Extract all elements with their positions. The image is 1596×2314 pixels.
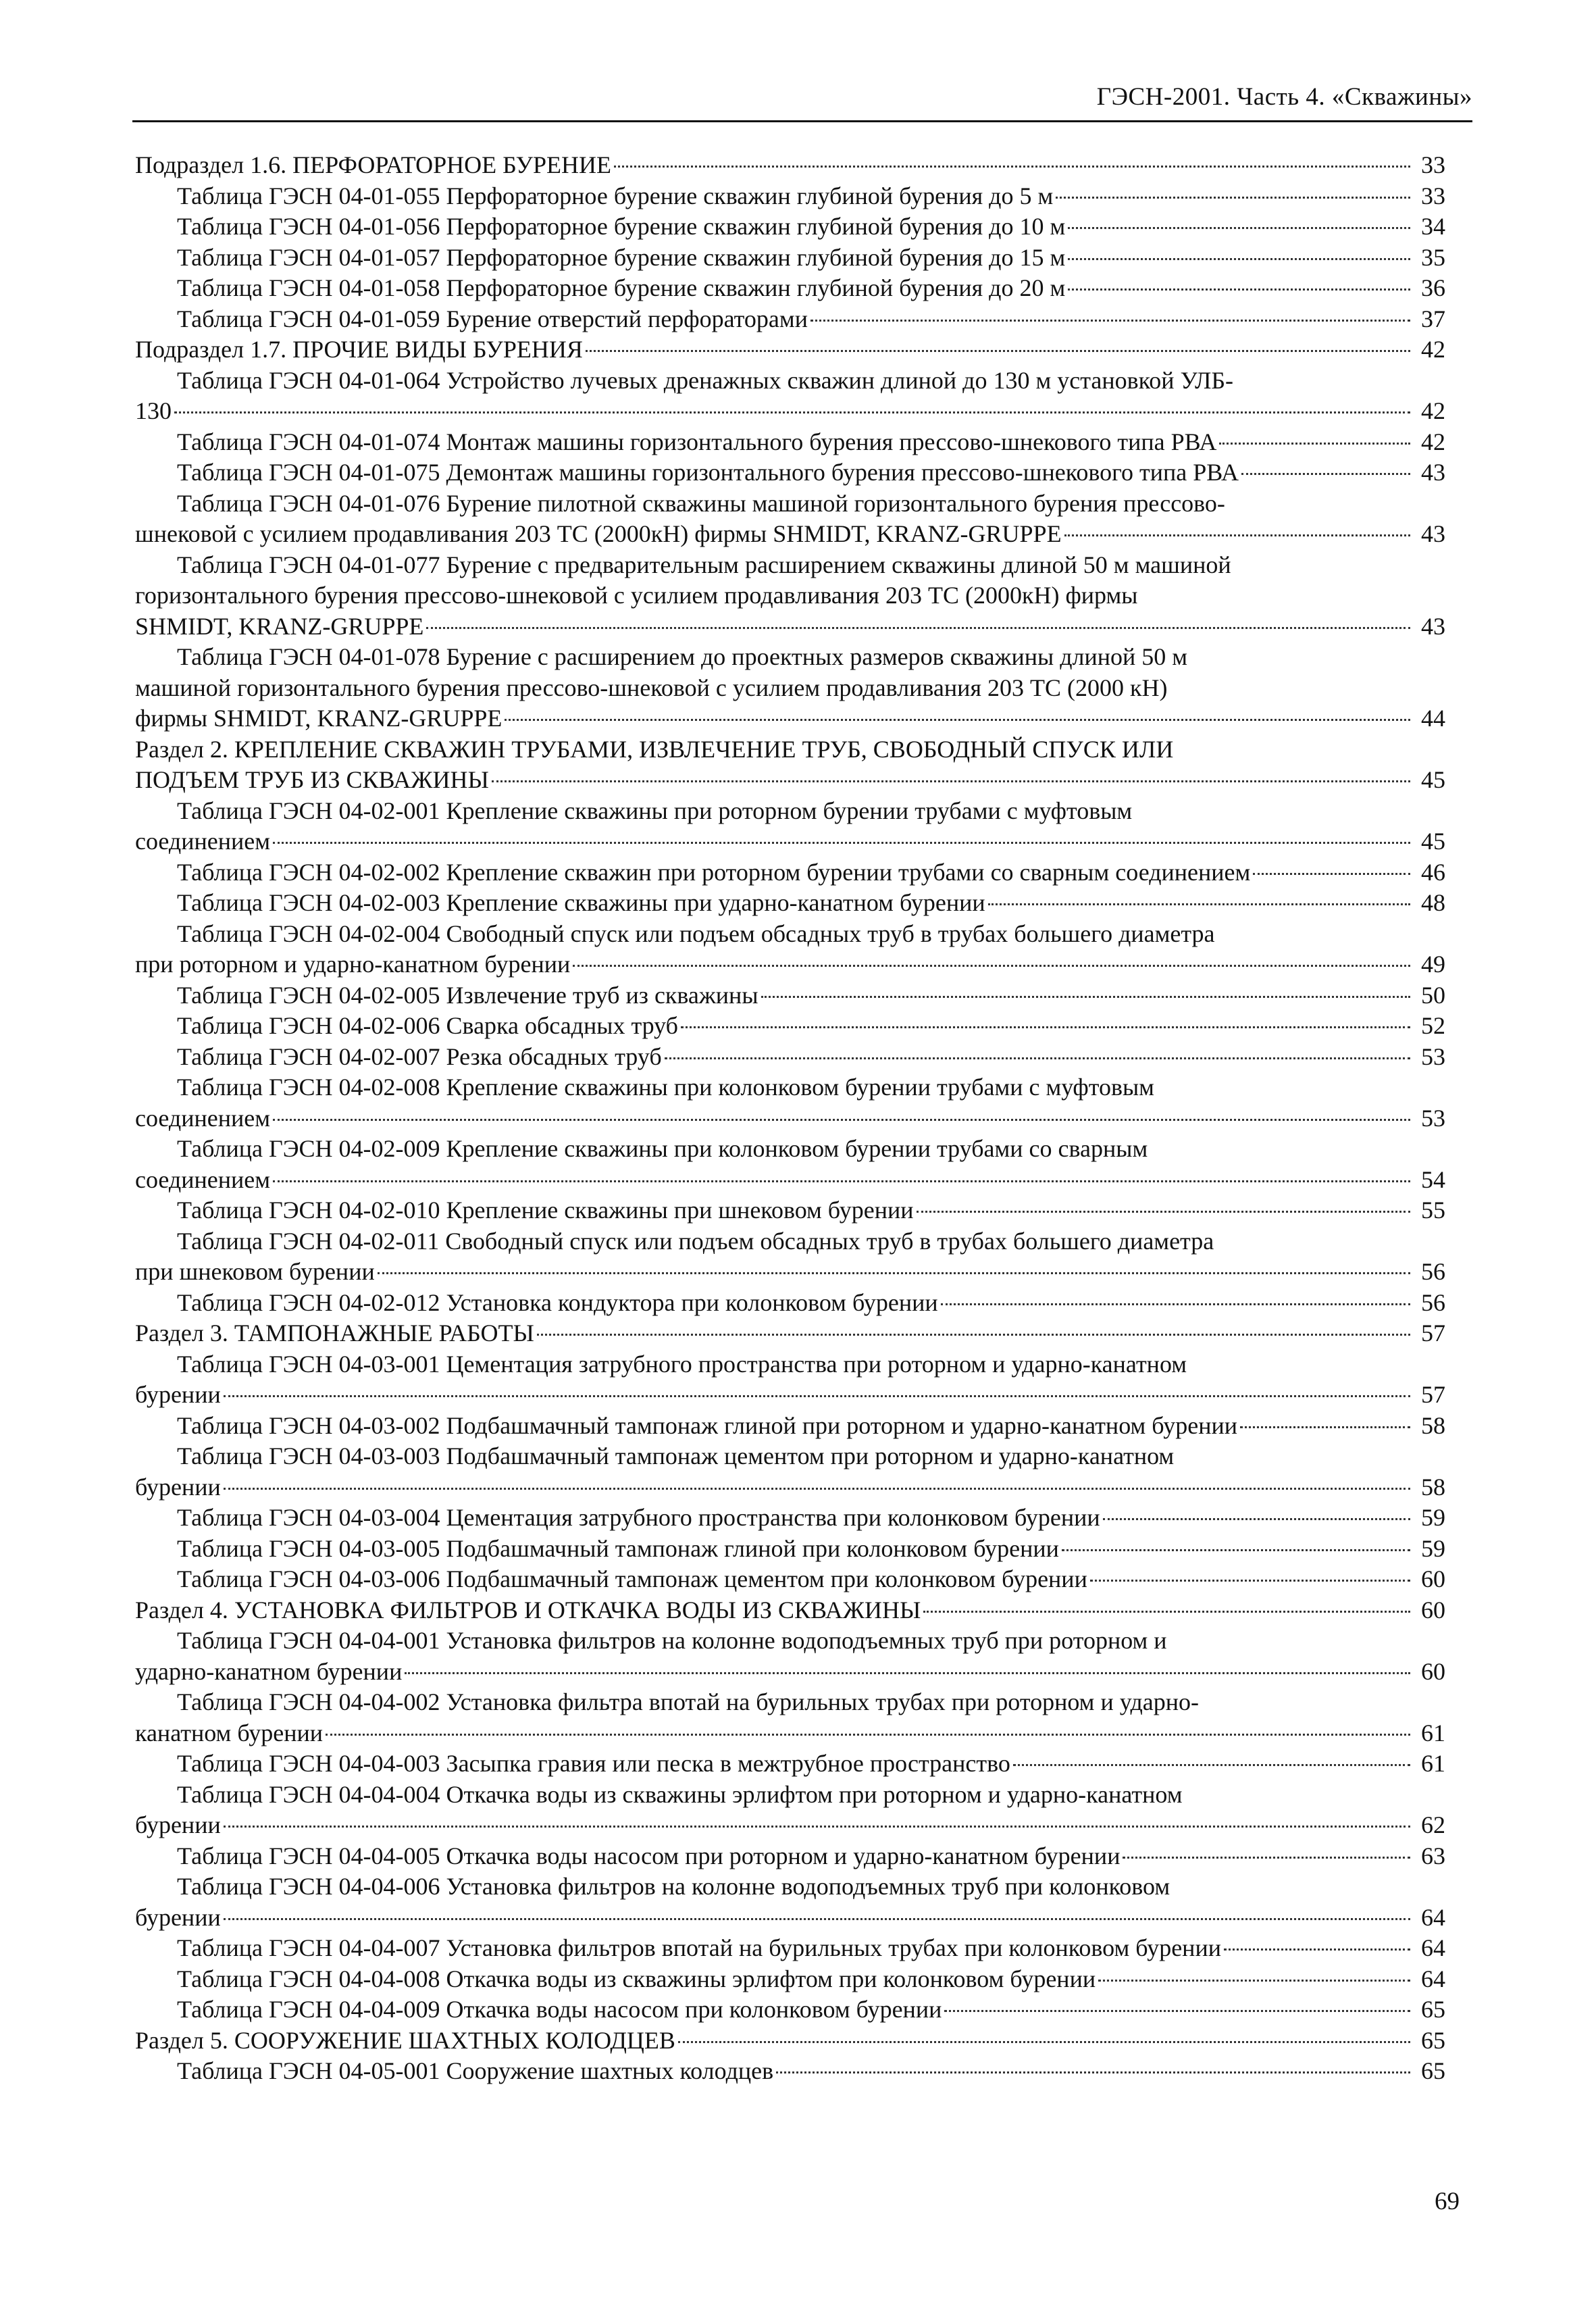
toc-page-ref: 43 (1421, 459, 1445, 486)
toc-page-ref: 64 (1421, 1965, 1445, 1992)
toc-section-entry[interactable] (135, 334, 1445, 366)
toc-entry-text: Раздел 3. ТАМПОНАЖНЫЕ РАБОТЫ (135, 1319, 534, 1347)
toc-entry-text: ударно-канатном бурении (135, 1657, 403, 1685)
toc-entry-text: Таблица ГЭСН 04-03-001 Цементация затрубного пространства при роторном и ударно-канатном (177, 1350, 1187, 1378)
toc-page-ref: 50 (1421, 981, 1445, 1009)
dot-leader (761, 996, 1410, 998)
toc-table-entry[interactable] (135, 1226, 1445, 1288)
dot-leader (917, 1211, 1410, 1213)
toc-entry-text: Таблица ГЭСН 04-04-005 Откачка воды насосом при роторном и ударно-канатном бурении (177, 1842, 1121, 1869)
toc-entry-text: Таблица ГЭСН 04-01-058 Перфораторное бурение скважин глубиной бурения до 20 м (177, 274, 1066, 301)
toc-page-ref: 36 (1421, 274, 1445, 301)
toc-entry-text: Таблица ГЭСН 04-02-009 Крепление скважины при колонковом бурении трубами со сварным (177, 1135, 1148, 1162)
toc-page-ref: 58 (1421, 1473, 1445, 1501)
dot-leader (537, 1334, 1410, 1336)
toc-table-entry[interactable] (135, 1841, 1445, 1872)
toc-page-ref: 60 (1421, 1565, 1445, 1592)
toc-page-ref: 49 (1421, 951, 1445, 978)
toc-page-ref: 59 (1421, 1504, 1445, 1531)
toc-entry-text: Таблица ГЭСН 04-03-006 Подбашмачный тампонаж цементом при колонковом бурении (177, 1565, 1087, 1592)
toc-entry-text: SHMIDT, KRANZ-GRUPPE (135, 612, 424, 640)
toc-entry-text: Раздел 5. СООРУЖЕНИЕ ШАХТНЫХ КОЛОДЦЕВ (135, 2026, 675, 2054)
toc-page-ref: 37 (1421, 305, 1445, 332)
toc-entry-text: Таблица ГЭСН 04-02-004 Свободный спуск или подъем обсадных труб в трубах большего диаметра (177, 920, 1215, 947)
toc-table-entry[interactable] (135, 1564, 1445, 1595)
toc-entry-text: Таблица ГЭСН 04-04-002 Установка фильтра впотай на бурильных трубах при роторном и ударно- (177, 1688, 1200, 1715)
toc-entry-text: Таблица ГЭСН 04-01-074 Монтаж машины горизонтального бурения прессово-шнекового типа РВА (177, 428, 1217, 455)
dot-leader (174, 411, 1410, 413)
toc-page-ref: 42 (1421, 428, 1445, 455)
toc-page-ref: 52 (1421, 1012, 1445, 1039)
toc-table-entry[interactable] (135, 1011, 1445, 1042)
toc-entry-text: Таблица ГЭСН 04-04-007 Установка фильтров впотай на бурильных трубах при колонковом бурении (177, 1934, 1221, 1961)
toc-entry-text: Таблица ГЭСН 04-02-012 Установка кондуктора при колонковом бурении (177, 1288, 938, 1316)
header-rule (132, 120, 1472, 122)
toc-section-entry[interactable] (135, 150, 1445, 181)
toc-table-entry[interactable] (135, 857, 1445, 888)
toc-entry-text: Подраздел 1.6. ПЕРФОРАТОРНОЕ БУРЕНИЕ (135, 151, 612, 178)
dot-leader (1098, 1980, 1410, 1982)
toc-entry-text: Раздел 4. УСТАНОВКА ФИЛЬТРОВ И ОТКАЧКА ВОДЫ ИЗ СКВАЖИНЫ (135, 1596, 921, 1624)
toc-table-entry[interactable] (135, 304, 1445, 335)
toc-table-entry[interactable] (135, 642, 1445, 734)
toc-page-ref: 46 (1421, 858, 1445, 886)
toc-entry-text: Таблица ГЭСН 04-03-004 Цементация затрубного пространства при колонковом бурении (177, 1504, 1100, 1531)
dot-leader (1240, 1426, 1410, 1428)
toc-table-entry[interactable] (135, 1994, 1445, 2026)
toc-page-ref: 65 (1421, 1996, 1445, 2023)
dot-leader (224, 1918, 1410, 1920)
dot-leader (1013, 1764, 1410, 1766)
toc-table-entry[interactable] (135, 1042, 1445, 1073)
dot-leader (505, 719, 1410, 721)
toc-page-ref: 44 (1421, 705, 1445, 732)
dot-leader (1068, 258, 1410, 260)
toc-table-entry[interactable] (135, 1964, 1445, 1995)
toc-entry-text: Таблица ГЭСН 04-01-057 Перфораторное бурение скважин глубиной бурения до 15 м (177, 243, 1066, 271)
toc-page-ref: 56 (1421, 1258, 1445, 1285)
toc-page-ref: 42 (1421, 336, 1445, 363)
toc-entry-text: бурении (135, 1473, 221, 1501)
dot-leader (988, 903, 1410, 905)
dot-leader (273, 1180, 1410, 1182)
toc-page-ref: 56 (1421, 1288, 1445, 1316)
toc-page-ref: 33 (1421, 151, 1445, 178)
toc-page-ref: 34 (1421, 213, 1445, 240)
dot-leader (944, 2010, 1410, 2012)
toc-entry-text: Таблица ГЭСН 04-01-078 Бурение с расширением до проектных размеров скважины длиной 50 м (177, 643, 1188, 670)
dot-leader (573, 965, 1410, 967)
toc-entry-text: бурении (135, 1811, 221, 1838)
toc-page-ref: 58 (1421, 1411, 1445, 1439)
toc-entry-text: Таблица ГЭСН 04-01-059 Бурение отверстий перфораторами (177, 305, 808, 332)
toc-section-entry[interactable] (135, 2026, 1445, 2057)
toc-entry-text: Таблица ГЭСН 04-01-077 Бурение с предварительным расширением скважины длиной 50 м машиной (177, 551, 1231, 578)
toc-table-entry[interactable] (135, 980, 1445, 1011)
toc-page-ref: 63 (1421, 1842, 1445, 1869)
toc-page-ref: 53 (1421, 1104, 1445, 1132)
toc-entry-text: при шнековом бурении (135, 1258, 375, 1285)
toc-table-entry[interactable] (135, 1503, 1445, 1534)
toc-page-ref: 35 (1421, 243, 1445, 271)
toc-page-ref: 54 (1421, 1165, 1445, 1193)
toc-entry-text: Таблица ГЭСН 04-04-001 Установка фильтров на колонне водоподъемных труб при роторном и (177, 1627, 1167, 1654)
dot-leader (224, 1488, 1410, 1490)
toc-page-ref: 53 (1421, 1042, 1445, 1070)
toc-table-entry[interactable] (135, 427, 1445, 458)
toc-entry-text: Таблица ГЭСН 04-02-006 Сварка обсадных труб (177, 1012, 678, 1039)
dot-leader (273, 842, 1410, 844)
toc-entry-text: Таблица ГЭСН 04-04-009 Откачка воды насосом при колонковом бурении (177, 1996, 942, 2023)
toc-page-ref: 65 (1421, 2057, 1445, 2084)
toc-table-entry[interactable] (135, 1349, 1445, 1411)
toc-page-ref: 60 (1421, 1657, 1445, 1685)
toc-entry-text: 130 (135, 397, 172, 424)
dot-leader (1068, 227, 1410, 229)
toc-entry-text: Таблица ГЭСН 04-04-006 Установка фильтров на колонне водоподъемных труб при колонковом (177, 1873, 1170, 1900)
dot-leader (1103, 1518, 1410, 1520)
toc-entry-text: Таблица ГЭСН 04-03-005 Подбашмачный тампонаж глиной при колонковом бурении (177, 1534, 1059, 1562)
dot-leader (614, 166, 1410, 168)
toc-entry-text: Таблица ГЭСН 04-01-076 Бурение пилотной скважины машиной горизонтального бурения прессово- (177, 489, 1225, 517)
toc-page-ref: 55 (1421, 1197, 1445, 1224)
toc-table-entry[interactable] (135, 488, 1445, 550)
toc-page-ref: 57 (1421, 1319, 1445, 1347)
toc-entry-text: шнековой с усилием продавливания 203 ТС (2000кН) фирмы SHMIDT, KRANZ-GRUPPE (135, 520, 1062, 547)
toc-page-ref: 42 (1421, 397, 1445, 424)
toc-page-ref: 61 (1421, 1750, 1445, 1777)
dot-leader (1056, 197, 1410, 199)
dot-leader (492, 780, 1410, 782)
toc-table-entry[interactable] (135, 550, 1445, 643)
toc-table-entry[interactable] (135, 1288, 1445, 1319)
toc-entry-text: Таблица ГЭСН 04-01-064 Устройство лучевых дренажных скважин длиной до 130 м установкой УЛБ- (177, 366, 1234, 394)
dot-leader (681, 1026, 1410, 1028)
toc-table-entry[interactable] (135, 1933, 1445, 1964)
toc-entry-text: Таблица ГЭСН 04-02-003 Крепление скважины при ударно-канатном бурении (177, 889, 985, 916)
toc-page-ref: 60 (1421, 1596, 1445, 1624)
toc-entry-text: соединением (135, 828, 271, 855)
toc-entry-text: Таблица ГЭСН 04-05-001 Сооружение шахтных колодцев (177, 2057, 774, 2084)
toc-entry-text: горизонтального бурения прессово-шнековой с усилием продавливания 203 ТС (2000кН) фирмы (135, 582, 1138, 609)
dot-leader (1241, 473, 1410, 475)
dot-leader (426, 627, 1410, 629)
toc-entry-text: соединением (135, 1104, 271, 1132)
dot-leader (1253, 873, 1410, 875)
toc-table-entry[interactable] (135, 1534, 1445, 1565)
toc-entry-text: Таблица ГЭСН 04-02-001 Крепление скважины при роторном бурении трубами с муфтовым (177, 797, 1133, 824)
toc-page-ref: 45 (1421, 766, 1445, 793)
dot-leader (326, 1734, 1410, 1736)
toc-table-entry[interactable] (135, 273, 1445, 304)
toc-entry-text: Таблица ГЭСН 04-01-075 Демонтаж машины горизонтального бурения прессово-шнекового типа РВА (177, 459, 1239, 486)
toc-table-entry[interactable] (135, 1871, 1445, 1933)
toc-page-ref: 62 (1421, 1811, 1445, 1838)
dot-leader (776, 2071, 1410, 2073)
dot-leader (678, 2041, 1410, 2043)
toc-page-ref: 48 (1421, 889, 1445, 916)
toc-table-entry[interactable] (135, 1195, 1445, 1226)
toc-entry-text: канатном бурении (135, 1719, 324, 1746)
toc-page-ref: 43 (1421, 520, 1445, 547)
toc-table-entry[interactable] (135, 2056, 1445, 2087)
dot-leader (224, 1826, 1410, 1828)
toc-table-entry[interactable] (135, 1072, 1445, 1134)
toc-entry-text: бурении (135, 1903, 221, 1931)
dot-leader (810, 320, 1410, 322)
toc-page-ref: 33 (1421, 182, 1445, 209)
toc-entry-text: Таблица ГЭСН 04-01-056 Перфораторное бурение скважин глубиной бурения до 10 м (177, 213, 1066, 240)
dot-leader (224, 1395, 1410, 1397)
dot-leader (1064, 534, 1410, 536)
toc-entry-text: Подраздел 1.7. ПРОЧИЕ ВИДЫ БУРЕНИЯ (135, 336, 583, 363)
toc-page-ref: 65 (1421, 2026, 1445, 2054)
toc-entry-text: Таблица ГЭСН 04-03-002 Подбашмачный тампонаж глиной при роторном и ударно-канатном бурении (177, 1411, 1238, 1439)
toc-entry-text: Таблица ГЭСН 04-02-007 Резка обсадных труб (177, 1042, 662, 1070)
toc-page-ref: 64 (1421, 1903, 1445, 1931)
toc-table-entry[interactable] (135, 211, 1445, 243)
toc-table-entry[interactable] (135, 1780, 1445, 1841)
toc-entry-text: Таблица ГЭСН 04-01-055 Перфораторное бурение скважин глубиной бурения до 5 м (177, 182, 1054, 209)
toc-entry-text: ПОДЪЕМ ТРУБ ИЗ СКВАЖИНЫ (135, 766, 489, 793)
toc-table-entry[interactable] (135, 888, 1445, 919)
dot-leader (923, 1611, 1410, 1613)
toc-entry-text: Таблица ГЭСН 04-02-008 Крепление скважины при колонковом бурении трубами с муфтовым (177, 1074, 1154, 1101)
page-number: 69 (1435, 2188, 1460, 2215)
running-header: ГЭСН-2001. Часть 4. «Скважины» (1096, 83, 1472, 111)
toc-entry-text: Таблица ГЭСН 04-03-003 Подбашмачный тампонаж цементом при роторном и ударно-канатном (177, 1442, 1175, 1469)
toc-entry-text: фирмы SHMIDT, KRANZ-GRUPPE (135, 705, 503, 732)
toc-section-entry[interactable] (135, 1318, 1445, 1349)
toc-entry-text: Таблица ГЭСН 04-04-008 Откачка воды из скважины эрлифтом при колонковом бурении (177, 1965, 1096, 1992)
toc-page-ref: 59 (1421, 1534, 1445, 1562)
toc-table-entry[interactable] (135, 1626, 1445, 1687)
dot-leader (1068, 288, 1410, 291)
toc-entry-text: бурении (135, 1381, 221, 1408)
toc-table-entry[interactable] (135, 796, 1445, 857)
dot-leader (1062, 1549, 1410, 1551)
toc-table-entry[interactable] (135, 366, 1445, 427)
toc-entry-text: Раздел 2. КРЕПЛЕНИЕ СКВАЖИН ТРУБАМИ, ИЗВЛЕЧЕНИЕ ТРУБ, СВОБОДНЫЙ СПУСК ИЛИ (135, 735, 1174, 763)
toc-entry-text: машиной горизонтального бурения прессово-шнековой с усилием продавливания 203 ТС (2000 кН) (135, 674, 1168, 701)
toc-table-entry[interactable] (135, 457, 1445, 488)
toc-entry-text: при роторном и ударно-канатном бурении (135, 951, 571, 978)
toc-table-entry[interactable] (135, 919, 1445, 980)
toc-table-entry[interactable] (135, 1687, 1445, 1749)
dot-leader (1224, 1948, 1410, 1951)
table-of-contents (135, 150, 1445, 2087)
dot-leader (1123, 1857, 1410, 1859)
toc-page-ref: 43 (1421, 612, 1445, 640)
dot-leader (1219, 443, 1410, 445)
toc-entry-text: Таблица ГЭСН 04-02-002 Крепление скважин при роторном бурении трубами со сварным соединением (177, 858, 1251, 886)
toc-page-ref: 64 (1421, 1934, 1445, 1961)
dot-leader (273, 1119, 1410, 1121)
dot-leader (405, 1672, 1410, 1674)
toc-entry-text: соединением (135, 1165, 271, 1193)
toc-page-ref: 61 (1421, 1719, 1445, 1746)
toc-entry-text: Таблица ГЭСН 04-04-004 Откачка воды из скважины эрлифтом при роторном и ударно-канатном (177, 1780, 1183, 1808)
toc-table-entry[interactable] (135, 1441, 1445, 1503)
toc-entry-text: Таблица ГЭСН 04-04-003 Засыпка гравия или песка в межтрубное пространство (177, 1750, 1010, 1777)
dot-leader (586, 350, 1410, 352)
toc-entry-text: Таблица ГЭСН 04-02-010 Крепление скважины при шнековом бурении (177, 1197, 914, 1224)
toc-entry-text: Таблица ГЭСН 04-02-011 Свободный спуск или подъем обсадных труб в трубах большего диаметра (177, 1227, 1214, 1255)
toc-table-entry[interactable] (135, 1411, 1445, 1442)
toc-table-entry[interactable] (135, 1749, 1445, 1780)
toc-section-entry[interactable] (135, 1595, 1445, 1626)
dot-leader (941, 1303, 1410, 1305)
toc-table-entry[interactable] (135, 1134, 1445, 1195)
toc-page-ref: 57 (1421, 1381, 1445, 1408)
dot-leader (1090, 1580, 1410, 1582)
toc-page-ref: 45 (1421, 828, 1445, 855)
toc-table-entry[interactable] (135, 243, 1445, 274)
toc-section-entry[interactable] (135, 734, 1445, 796)
toc-entry-text: Таблица ГЭСН 04-02-005 Извлечение труб из скважины (177, 981, 758, 1009)
dot-leader (378, 1272, 1410, 1274)
toc-table-entry[interactable] (135, 181, 1445, 212)
dot-leader (665, 1057, 1410, 1059)
